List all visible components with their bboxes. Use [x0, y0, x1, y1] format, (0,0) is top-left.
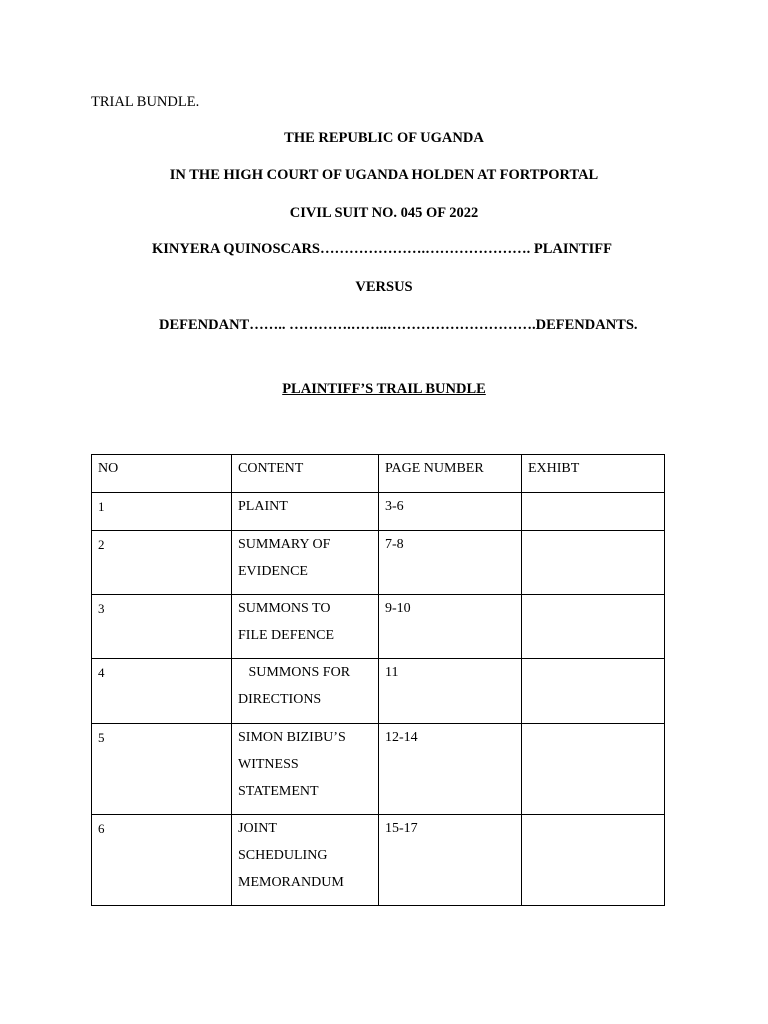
content-line: PLAINT	[238, 499, 288, 514]
content-line: MEMORANDUM	[238, 875, 344, 890]
row-pages: 15-17	[379, 815, 522, 906]
content-line: SUMMARY OF	[238, 537, 331, 552]
row-content	[232, 493, 379, 531]
row-no: 2	[92, 531, 232, 595]
defendant-line: DEFENDANT…….. ………….……..………………………….DEFENDANTS.	[159, 317, 638, 333]
row-content	[232, 659, 379, 724]
content-line: DIRECTIONS	[238, 692, 322, 707]
row-no: 4	[92, 659, 232, 724]
row-pages: 7-8	[379, 531, 522, 595]
row-pages: 3-6	[379, 493, 522, 531]
header-no: NO	[92, 455, 232, 493]
content-line: WITNESS	[238, 757, 299, 772]
row-exhibit	[522, 724, 665, 815]
header-page-number: PAGE NUMBER	[379, 455, 522, 493]
table-row	[92, 493, 665, 531]
row-content	[232, 724, 379, 815]
row-pages: 9-10	[379, 595, 522, 659]
content-line: SUMMONS FOR	[238, 665, 351, 680]
content-line: SUMMONS TO	[238, 601, 331, 616]
row-content	[232, 815, 379, 906]
content-line: SCHEDULING	[238, 848, 328, 863]
row-no: 3	[92, 595, 232, 659]
row-pages: 12-14	[379, 724, 522, 815]
row-exhibit	[522, 531, 665, 595]
row-exhibit	[522, 595, 665, 659]
content-line: SIMON BIZIBU’S	[238, 730, 346, 745]
plaintiff-line: KINYERA QUINOSCARS………………….…………………. PLAINTIFF	[152, 241, 613, 257]
versus-heading: VERSUS	[355, 279, 413, 295]
content-line: FILE DEFENCE	[238, 628, 335, 643]
row-content	[232, 531, 379, 595]
table-row	[92, 659, 665, 724]
row-no: 1	[92, 493, 232, 531]
trial-bundle-table	[91, 454, 665, 906]
row-exhibit	[522, 493, 665, 531]
header-exhibit: EXHIBT	[522, 455, 665, 493]
header-content: CONTENT	[232, 455, 379, 493]
row-exhibit	[522, 815, 665, 906]
content-line: JOINT	[238, 821, 277, 836]
court-heading: IN THE HIGH COURT OF UGANDA HOLDEN AT FORTPORTAL	[169, 167, 599, 183]
row-content	[232, 595, 379, 659]
table-row	[92, 724, 665, 815]
republic-heading: THE REPUBLIC OF UGANDA	[284, 130, 484, 146]
row-exhibit	[522, 659, 665, 724]
bundle-title: PLAINTIFF’S TRAIL BUNDLE	[282, 381, 486, 397]
suit-number: CIVIL SUIT NO. 045 OF 2022	[289, 205, 479, 221]
table-row	[92, 815, 665, 906]
table-row	[92, 595, 665, 659]
row-pages: 11	[379, 659, 522, 724]
table-header-row	[92, 455, 665, 493]
table-row	[92, 531, 665, 595]
trial-bundle-label: TRIAL BUNDLE.	[91, 94, 200, 110]
row-no: 6	[92, 815, 232, 906]
row-no: 5	[92, 724, 232, 815]
content-line: EVIDENCE	[238, 564, 308, 579]
content-line: STATEMENT	[238, 784, 319, 799]
